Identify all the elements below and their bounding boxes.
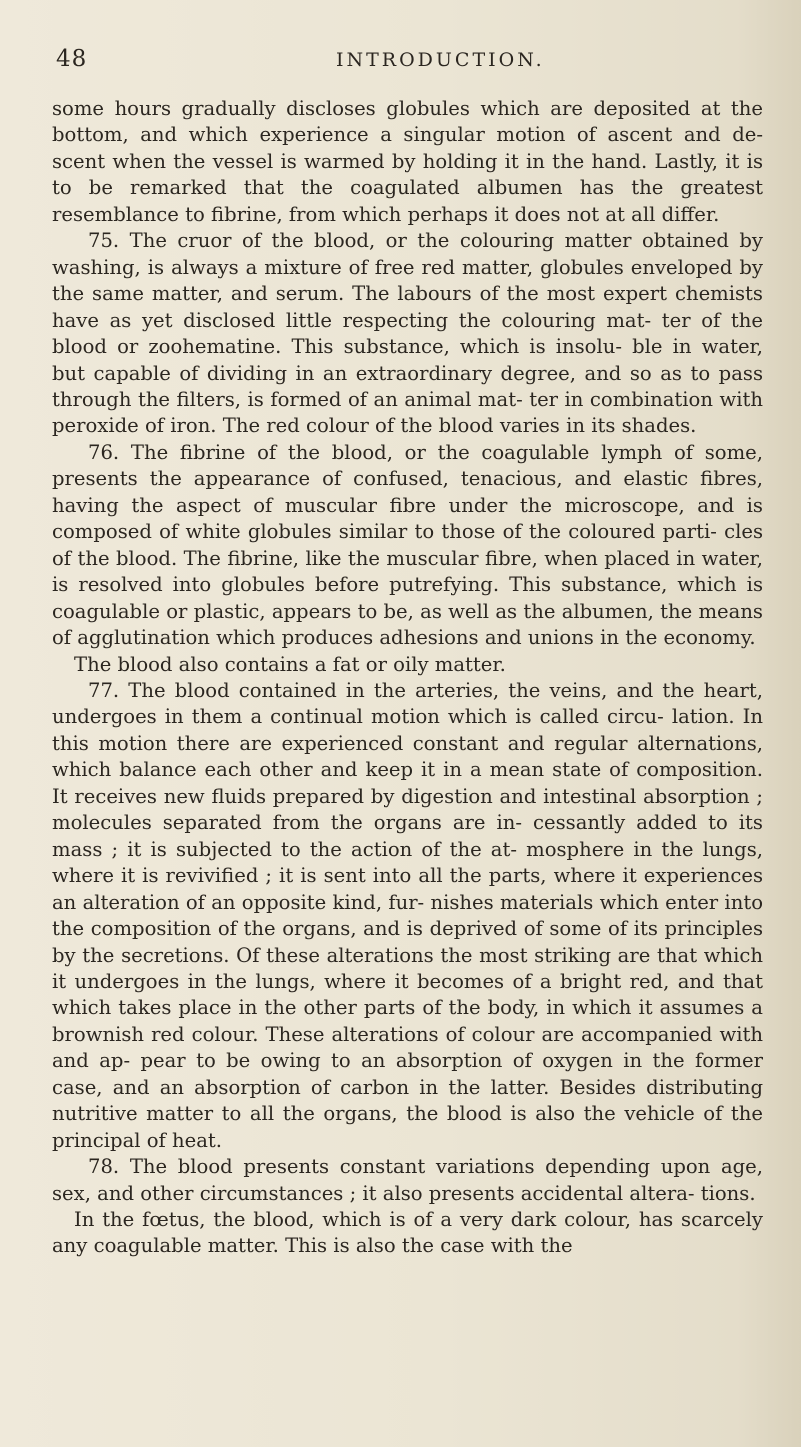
page-number: 48 bbox=[56, 46, 88, 72]
paragraph-76: 76. The fibrine of the blood, or the coagulable lymph of some, presents the appearance of confused, tenacious, and elastic fibres, having the aspect of muscular fibre under the microscope, and is composed of white globules similar to those of the coloured parti- cles of the blood. The fibrine, like the muscular fibre, when placed in water, is resolved into globules before putrefying. This substance, which is coagulable or plastic, appears to be, as well as the albumen, the means of agglutination which produces adhesions and unions in the economy. bbox=[52, 440, 763, 650]
page-header bbox=[52, 46, 763, 82]
paragraph-fat-matter: The blood also contains a fat or oily matter. bbox=[74, 652, 506, 676]
paragraph-78: 78. The blood presents constant variations depending upon age, sex, and other circumstances ; it also presents accidental altera- tions. bbox=[52, 1155, 763, 1205]
paragraph-continuation: some hours gradually discloses globules which are deposited at the bottom, and which experience a singular motion of ascent and de- scent when the vessel is warmed by holding it in the hand. Lastly, it is to be remarked that the coagulated albumen has the greatest resemblance to fibrine, from which perhaps it does not at all differ. bbox=[52, 97, 763, 226]
body-text bbox=[52, 96, 763, 1260]
paragraph-foetus: In the fœtus, the blood, which is of a very dark colour, has scarcely any coagulable matter. This is also the case with the bbox=[52, 1208, 763, 1258]
paragraph-75: 75. The cruor of the blood, or the colouring matter obtained by washing, is always a mixture of free red matter, globules enveloped by the same matter, and serum. The labours of the most expert chemists have as yet disclosed little respecting the colouring mat- ter of the blood or zoohematine. This substance, which is insolu- ble in water, but capable of dividing in an extraordinary degree, and so as to pass through the filters, is formed of an animal mat- ter in combination with peroxide of iron. The red colour of the blood varies in its shades. bbox=[52, 229, 763, 438]
running-head: INTRODUCTION. bbox=[336, 49, 545, 71]
paragraph-77: 77. The blood contained in the arteries, the veins, and the heart, undergoes in them a continual motion which is called circu- lation. In this motion there are experienced constant and regular alternations, which balance each other and keep it in a mean state of composition. It receives new fluids prepared by digestion and intestinal absorption ; molecules separated from the organs are in- cessantly added to its mass ; it is subjected to the action of the at- mosphere in the lungs, where it is revivified ; it is sent into all the parts, where it experiences an alteration of an opposite kind, fur- nishes materials which enter into the composition of the organs, and is deprived of some of its principles by the secretions. Of these alterations the most striking are that which it undergoes in the lungs, where it becomes of a bright red, and that which takes place in the other parts of the body, in which it assumes a brownish red colour. These alterations of colour are accompanied with and ap- pear to be owing to an absorption of oxygen in the former case, and an absorption of carbon in the latter. Besides distributing nutritive matter to all the organs, the blood is also the vehicle of the principal of heat. bbox=[52, 678, 763, 1152]
